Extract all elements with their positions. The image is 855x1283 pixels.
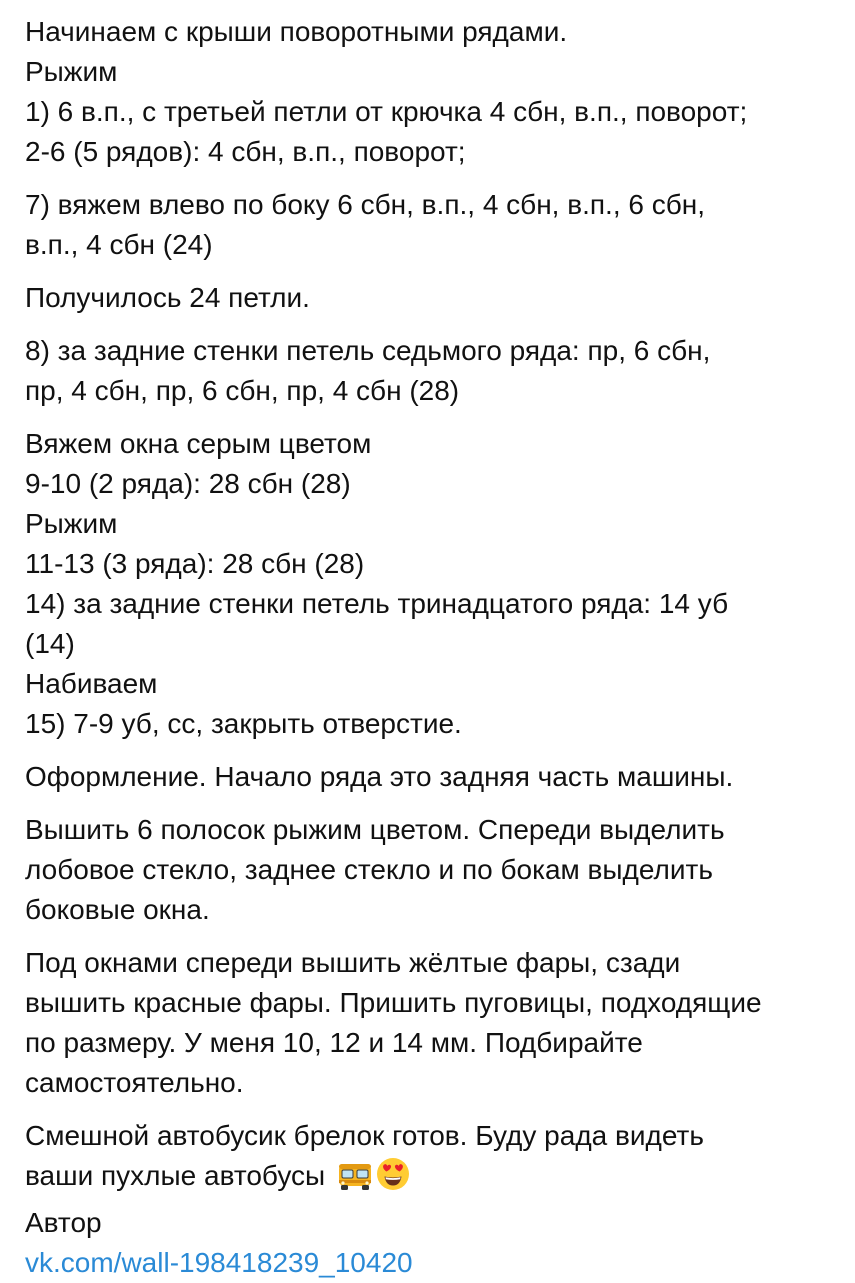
text-line: 14) за задние стенки петель тринадцатого ряда: 14 уб: [25, 588, 729, 619]
source-link[interactable]: vk.com/wall-198418239_10420: [25, 1247, 413, 1278]
text-line: Рыжим: [25, 56, 118, 87]
text-line: лобовое стекло, заднее стекло и по бокам выделить: [25, 854, 713, 885]
paragraph-windows: [25, 424, 840, 744]
paragraph-result: [25, 278, 840, 318]
text-line: вышить красные фары. Пришить пуговицы, подходящие: [25, 987, 762, 1018]
text-line: Набиваем: [25, 668, 158, 699]
bus-icon: [337, 1160, 373, 1203]
text-line: боковые окна.: [25, 894, 210, 925]
text-line: 7) вяжем влево по боку 6 сбн, в.п., 4 сбн, в.п., 6 сбн,: [25, 189, 706, 220]
paragraph-embroidery: [25, 810, 840, 930]
paragraph-headlights: [25, 943, 840, 1103]
text-line: (14): [25, 628, 75, 659]
text-line: Оформление. Начало ряда это задняя часть машины.: [25, 761, 734, 792]
text-line: 11-13 (3 ряда): 28 сбн (28): [25, 548, 365, 579]
text-line: самостоятельно.: [25, 1067, 244, 1098]
text-line: в.п., 4 сбн (24): [25, 229, 213, 260]
text-line: 8) за задние стенки петель седьмого ряда: пр, 6 сбн,: [25, 335, 711, 366]
paragraph-intro: [25, 12, 840, 172]
heart-eyes-face-icon: [375, 1156, 411, 1203]
paragraph-row-8: [25, 331, 840, 411]
post-body: [25, 12, 840, 1283]
paragraph-design: [25, 757, 840, 797]
text-line-with-emojis: [25, 1156, 840, 1203]
text-line: пр, 4 сбн, пр, 6 сбн, пр, 4 сбн (28): [25, 375, 460, 406]
text-line: Вяжем окна серым цветом: [25, 428, 372, 459]
text-line: Рыжим: [25, 508, 118, 539]
text-line: Начинаем с крыши поворотными рядами.: [25, 16, 568, 47]
text-line: Смешной автобусик брелок готов. Буду рада видеть: [25, 1120, 704, 1151]
paragraph-row-7: [25, 185, 840, 265]
text-line: Вышить 6 полосок рыжим цветом. Спереди выделить: [25, 814, 725, 845]
paragraph-closing: [25, 1116, 840, 1283]
text-line: Под окнами спереди вышить жёлтые фары, сзади: [25, 947, 681, 978]
text-fragment: ваши пухлые автобусы: [25, 1160, 326, 1191]
text-line: 15) 7-9 уб, сс, закрыть отверстие.: [25, 708, 462, 739]
text-line: Получилось 24 петли.: [25, 282, 310, 313]
text-line: 9-10 (2 ряда): 28 сбн (28): [25, 468, 351, 499]
text-line: 1) 6 в.п., с третьей петли от крючка 4 сбн, в.п., поворот;: [25, 96, 748, 127]
text-line: по размеру. У меня 10, 12 и 14 мм. Подбирайте: [25, 1027, 643, 1058]
text-line: 2-6 (5 рядов): 4 сбн, в.п., поворот;: [25, 136, 466, 167]
author-label: Автор: [25, 1207, 102, 1238]
